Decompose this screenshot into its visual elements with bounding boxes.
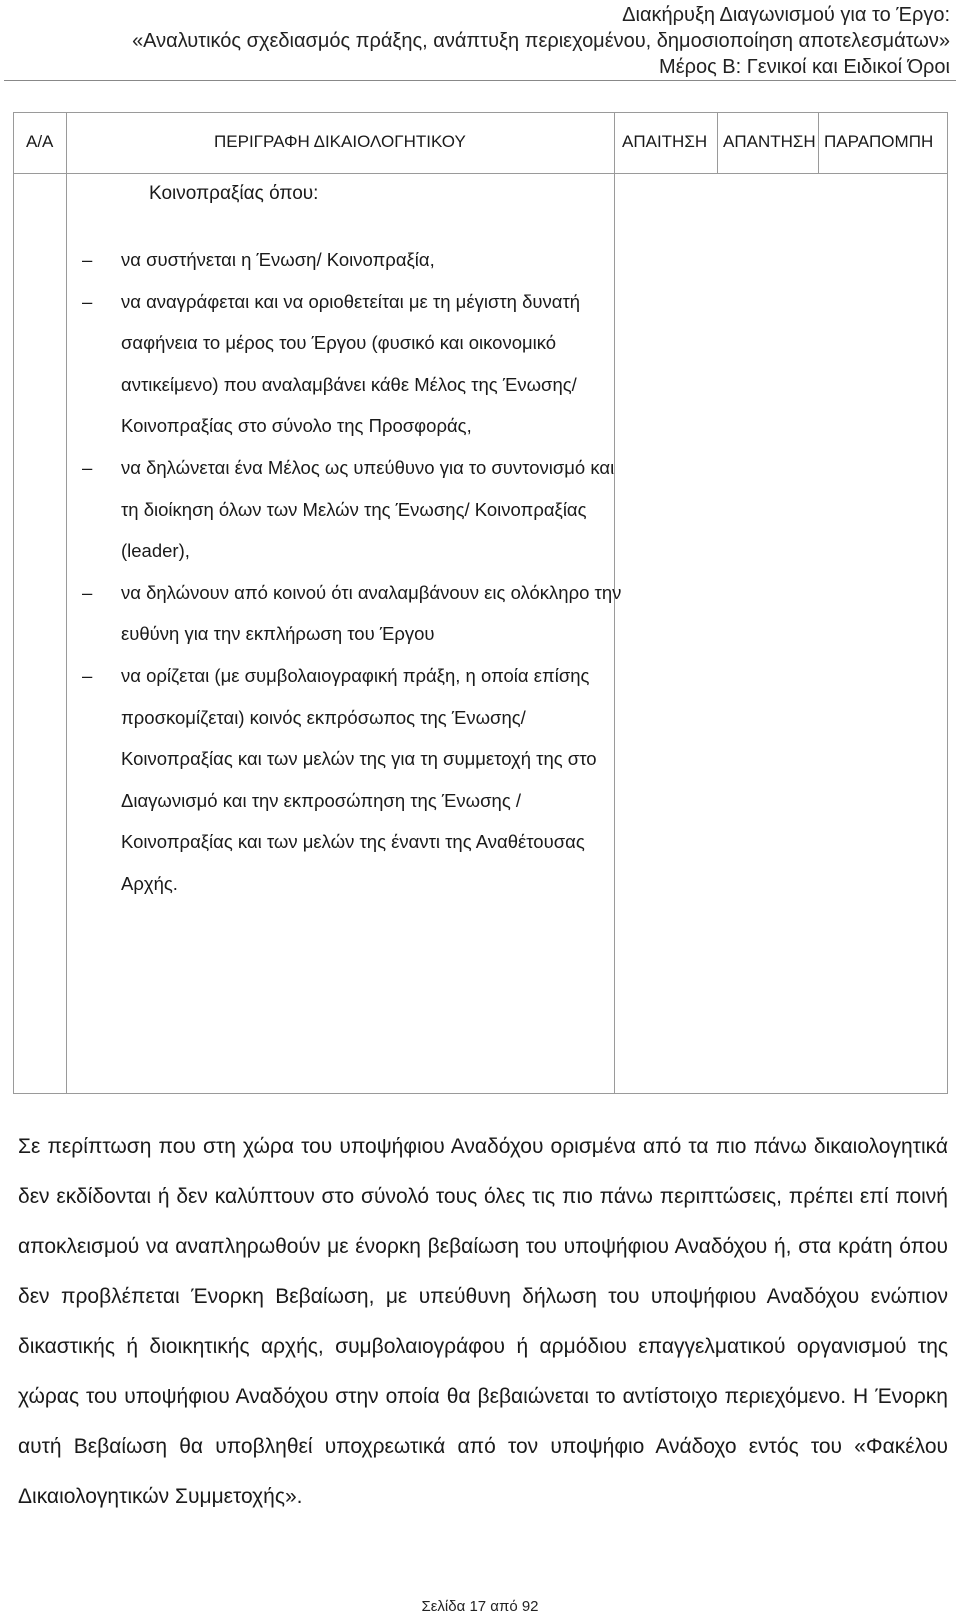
dash-marker: –: [82, 664, 93, 686]
list-item-text: να δηλώνουν από κοινού ότι αναλαμβάνουν εις ολόκληρο την ευθύνη για την εκπλήρωση του Έργου: [121, 581, 622, 645]
header-aa: Α/Α: [26, 132, 54, 151]
body-paragraph: Σε περίπτωση που στη χώρα του υποψήφιου Αναδόχου ορισμένα από τα πιο πάνω δικαιολογητικά δεν εκδίδονται ή δεν καλύπτουν στο σύνολό τους όλες τις πιο πάνω περιπτώσεις, πρέπει επί ποινή αποκλεισμού να αναπληρωθούν με ένορκη βεβαίωση του υποψήφιου Αναδόχου ή, στα κράτη όπου δεν προβλέπεται Ένορκη Βεβαίωση, με υπεύθυνη δήλωση του υποψήφιου Αναδόχου ενώπιον δικαστικής ή διοικητικής αρχής, συμβολαιογράφου ή αρμόδιου επαγγελματικού οργανισμού της χώρας του υποψήφιου Αναδόχου στην οποία θα βεβαιώνεται το αντίστοιχο περιεχόμενο. Η Ένορκη αυτή Βεβαίωση θα υποβληθεί υποχρεωτικά από τον υποψήφιο Ανάδοχο εντός του «Φακέλου Δικαιολογητικών Συμμετοχής».: [18, 1135, 948, 1508]
list-item: [66, 572, 626, 655]
header-project-name: «Αναλυτικός σχεδιασμός πράξης, ανάπτυξη περιεχομένου, δημοσιοποίηση αποτελεσμάτων»: [132, 30, 950, 52]
page-header: [132, 2, 950, 80]
header-answer: ΑΠΑΝΤΗΣΗ: [723, 132, 816, 151]
list-item-text: να αναγράφεται και να οριοθετείται με τη μέγιστη δυνατή σαφήνεια το μέρος του Έργου (φυσικό και οικονομικό αντικείμενο) που αναλαμβάνει κάθε Μέλος της Ένωσης/ Κοινοπραξίας στο σύνολο της Προσφοράς,: [121, 290, 581, 437]
header-title: Διακήρυξη Διαγωνισμού για το Έργο:: [622, 4, 950, 26]
list-item-text: να ορίζεται (με συμβολαιογραφική πράξη, η οποία επίσης προσκομίζεται) κοινός εκπρόσωπος της Ένωσης/ Κοινοπραξίας και των μελών της για τη συμμετοχή της στο Διαγωνισμό και την εκπροσώπηση της Ένωσης / Κοινοπραξίας και των μελών της έναντι της Αναθέτουσας Αρχής.: [121, 664, 597, 894]
list-item: [66, 281, 626, 447]
dash-marker: –: [82, 456, 93, 478]
documents-table: [13, 112, 948, 1094]
header-reference: ΠΑΡΑΠΟΜΠΗ: [824, 132, 934, 151]
list-item: [66, 655, 626, 905]
header-requirement: ΑΠΑΙΤΗΣΗ: [622, 132, 708, 151]
dash-marker: –: [82, 581, 93, 603]
intro-text: Κοινοπραξίας όπου:: [149, 183, 319, 204]
table-header-divider: [14, 173, 947, 174]
dash-marker: –: [82, 290, 93, 312]
list-item-text: να συστήνεται η Ένωση/ Κοινοπραξία,: [121, 249, 435, 270]
header-divider: [4, 80, 956, 81]
page-number: Σελίδα 17 από 92: [421, 1598, 539, 1615]
column-divider: [717, 113, 718, 173]
header-part: Μέρος Β: Γενικοί και Ειδικοί Όροι: [659, 56, 950, 78]
header-description: ΠΕΡΙΓΡΑΦΗ ΔΙΚΑΙΟΛΟΓΗΤΙΚΟΥ: [214, 132, 466, 151]
requirements-list: [66, 239, 626, 905]
list-item: [66, 447, 626, 572]
column-divider: [818, 113, 819, 173]
list-item: [66, 239, 626, 281]
list-item-text: να δηλώνεται ένα Μέλος ως υπεύθυνο για το συντονισμό και τη διοίκηση όλων των Μελών της Ένωσης/ Κοινοπραξίας (leader),: [121, 456, 615, 562]
dash-marker: –: [82, 249, 93, 270]
